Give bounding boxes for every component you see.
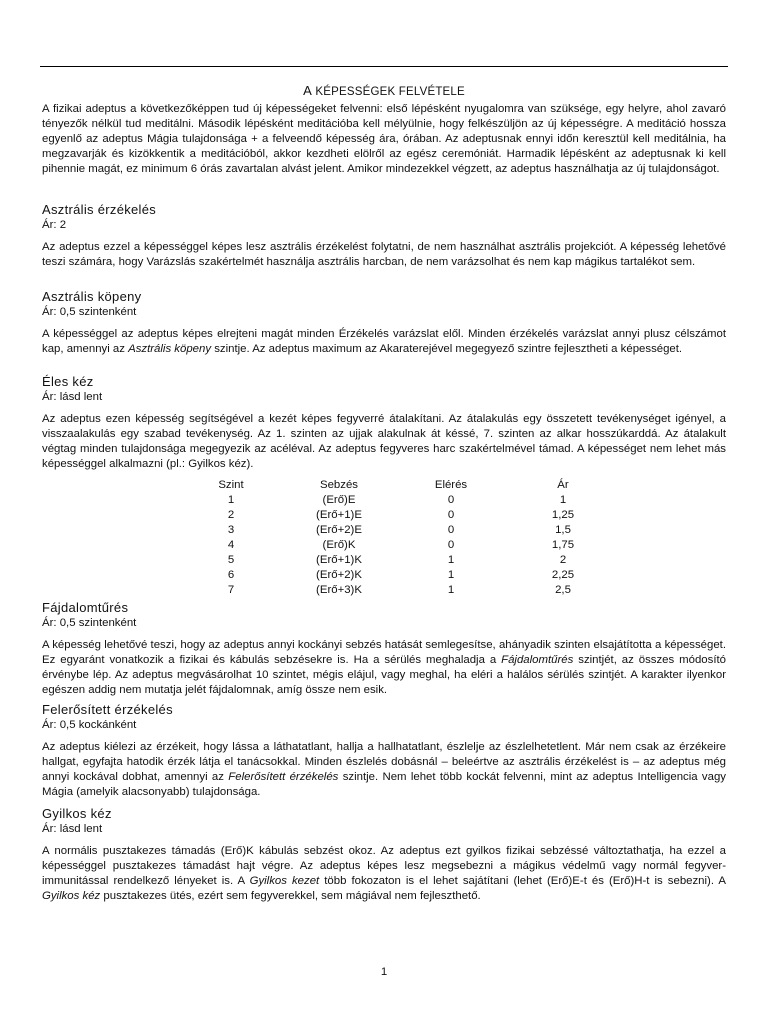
text-part: több fokozaton is el lehet sajátítani (lehet (Erő)E-t és (Erő)H-t is sebezni). A <box>319 875 727 887</box>
italic-term: Felerősített érzékelés <box>228 771 339 783</box>
table-cell: 2 <box>227 509 235 521</box>
table-header-row <box>192 478 632 493</box>
section-heading: Felerősített érzékelés <box>42 702 173 717</box>
table-cell: 2,25 <box>551 569 575 581</box>
title-rest: KÉPESSÉGEK FELVÉTELE <box>315 86 465 98</box>
section-text <box>42 638 726 698</box>
section-heading: Éles kéz <box>42 374 94 389</box>
italic-term: Gyilkos kezet <box>249 875 320 887</box>
section-asztralis-erzekeles <box>42 202 726 270</box>
text-part: szintje. Az adeptus maximum az Akaraterejével megegyező szintre fejlesztheti a képességet. <box>211 343 683 355</box>
table-row <box>192 583 632 598</box>
section-felerositett-erzekeles <box>42 702 726 800</box>
section-price: Ár: 0,5 kockánként <box>42 719 137 731</box>
section-heading: Gyilkos kéz <box>42 806 112 821</box>
text-part: szintje. Nem lehet több kockát felvenni, mint az adeptus Intelligencia vagy Mágia (amelyik alacsonyabb) tulajdonsága. <box>42 771 726 798</box>
table-cell: 4 <box>227 539 235 551</box>
table-header: Sebzés <box>320 479 358 491</box>
table-cell: 1 <box>447 584 455 596</box>
section-price: Ár: 0,5 szintenként <box>42 306 137 318</box>
text-part: Az adeptus kiélezi az érzékeit, hogy lássa a láthatatlant, hallja a hallhatatlant, észlelje az észlelhetetlent. Már nem csak az érzékeire hallgat, egyfajta hatodik érzék látja el tanácsokkal. Minden észlelés dobásnál – beleértve az asztrális érzékelést is – az adeptus még annyi kockával dobhat, amennyi az <box>42 741 726 783</box>
table-row <box>192 553 632 568</box>
table-header: Szint <box>218 479 244 491</box>
text-part: A képességgel az adeptus képes elrejteni magát minden Érzékelés varázslat elől. Minden érzékelés varázslat annyi plusz célszámot kap, amennyi az <box>42 328 726 355</box>
section-text: Az adeptus ezen képesség segítségével a kezét képes fegyverré átalakítani. Az átalakulás egy összetett tevékenységet igényel, a visszaalakulás egy szabad tevékenység. Az 1. szinten az ujjak alakulnak át késsé, 7. szinten az alkar hosszúkarddá. Az átalakult végtag minden tulajdonsága megegyezik az acéléval. Az adeptus fegyveres harc szakértelmével támad. A képességet nem lehet más képességgel alkalmazni (pl.: Gyilkos kéz). <box>42 413 726 470</box>
table-cell: 0 <box>447 524 455 536</box>
table-cell: 2,5 <box>555 584 571 596</box>
section-gyilkos-kez <box>42 806 726 904</box>
table-cell: 6 <box>227 569 235 581</box>
italic-term: Asztrális köpeny <box>128 343 212 355</box>
table-cell: 1,25 <box>551 509 575 521</box>
table-header: Ár <box>557 479 569 491</box>
title-cap: A <box>303 83 312 98</box>
table-cell: (Erő+2)K <box>316 569 362 581</box>
section-fajdalomtures <box>42 600 726 698</box>
table-row <box>192 493 632 508</box>
table-cell: 1 <box>559 494 567 506</box>
table-cell: (Erő+1)K <box>316 554 362 566</box>
section-asztralis-kopeny <box>42 289 726 357</box>
text-part: A képesség lehetővé teszi, hogy az adeptus annyi kockányi sebzés hatását semlegesítse, ahányadik szinten elsajátította a képességet. Ez egyaránt vonatkozik a fizikai és kábulás sebzésekre is. Ha a sérülés meghaladja a <box>42 639 726 666</box>
section-text: Az adeptus ezzel a képességgel képes lesz asztrális érzékelést folytatni, de nem használhat asztrális projekciót. A képesség lehetővé teszi számára, hogy Varázslás szakértelmét használja asztrális harcban, de nem varázsolhat és nem kap mágikus tartalékot sem. <box>42 241 726 268</box>
italic-term: Fájdalomtűrés <box>501 654 574 666</box>
top-rule <box>40 66 728 67</box>
section-price: Ár: lásd lent <box>42 823 103 835</box>
section-text <box>42 844 726 904</box>
table-cell: (Erő+3)K <box>316 584 362 596</box>
text-part: pusztakezes ütés, ezért sem fegyverekkel, sem mágiával nem fejleszthető. <box>100 890 481 902</box>
table-cell: 0 <box>447 509 455 521</box>
italic-term: Gyilkos kéz <box>42 890 101 902</box>
eles-kez-table <box>192 478 632 598</box>
section-eles-kez <box>42 374 726 472</box>
table-cell: (Erő+2)E <box>316 524 362 536</box>
table-cell: 2 <box>559 554 567 566</box>
table-row <box>192 523 632 538</box>
table-cell: (Erő+1)E <box>316 509 362 521</box>
table-header: Elérés <box>434 479 468 491</box>
text-part: A normális pusztakezes támadás (Erő)K kábulás sebzést okoz. Az adeptus ezt gyilkos fizikai sebzéssé változtathatja, ha ezzel a képességgel pusztakezes támadást hajt végre. Az adeptus képes lesz megsebezni a mágikus védelmű vagy normál fegyver-immunitással rendelkező lényeket is. A <box>42 845 726 887</box>
section-heading: Asztrális köpeny <box>42 289 142 304</box>
table-cell: (Erő)E <box>322 494 356 506</box>
section-text <box>42 327 726 357</box>
page-title <box>42 83 726 98</box>
intro-block <box>42 102 726 177</box>
section-heading: Asztrális érzékelés <box>42 202 157 217</box>
table-cell: 3 <box>227 524 235 536</box>
table-cell: 1 <box>447 554 455 566</box>
table-cell: 1,75 <box>551 539 575 551</box>
section-price: Ár: 2 <box>42 219 67 231</box>
section-price: Ár: 0,5 szintenként <box>42 617 137 629</box>
table-cell: 1 <box>227 494 235 506</box>
section-heading: Fájdalomtűrés <box>42 600 129 615</box>
table-cell: 1,5 <box>555 524 571 536</box>
table-cell: 0 <box>447 494 455 506</box>
table-cell: 1 <box>447 569 455 581</box>
text-part: szintjét, az összes módosító érvénybe lép. Az adeptus megvásárolhat 10 szintet, mégis elájul, vagy meghal, ha eléri a halálos sérülés szintjét. A karakter ilyenkor egészen addig nem mutatja jelét fájdalomnak, amíg össze nem esik. <box>42 654 727 696</box>
table-cell: 5 <box>227 554 235 566</box>
page-number: 1 <box>380 966 388 978</box>
table-cell: 7 <box>227 584 235 596</box>
section-price: Ár: lásd lent <box>42 391 103 403</box>
table-row <box>192 508 632 523</box>
section-text <box>42 740 726 800</box>
table-cell: (Erő)K <box>322 539 356 551</box>
table-cell: 0 <box>447 539 455 551</box>
intro-paragraph: A fizikai adeptus a következőképpen tud új képességeket felvenni: első lépésként nyugalomra van szüksége, egy helyre, ahol zavaró tényezők nélkül tud meditálni. Második lépésként meditációba kell mélyülnie, hogy felkészüljön az új képességre. A meditáció hossza egyenlő az adeptus Mágia tulajdonsága + a felveendő képesség ára, órában. Az adeptusnak ennyi időn keresztül kell meditálnia, ha megzavarják és kizökkentik a meditációból, akkor kezdheti elölről az egész ceremóniát. Harmadik lépésként az adeptusnak ki kell pihennie magát, ez minimum 6 órás zavartalan alvást jelent. Amikor mindezekkel végzett, az adeptus használhatja az új tulajdonságot. <box>42 103 726 175</box>
table-row <box>192 568 632 583</box>
table-row <box>192 538 632 553</box>
